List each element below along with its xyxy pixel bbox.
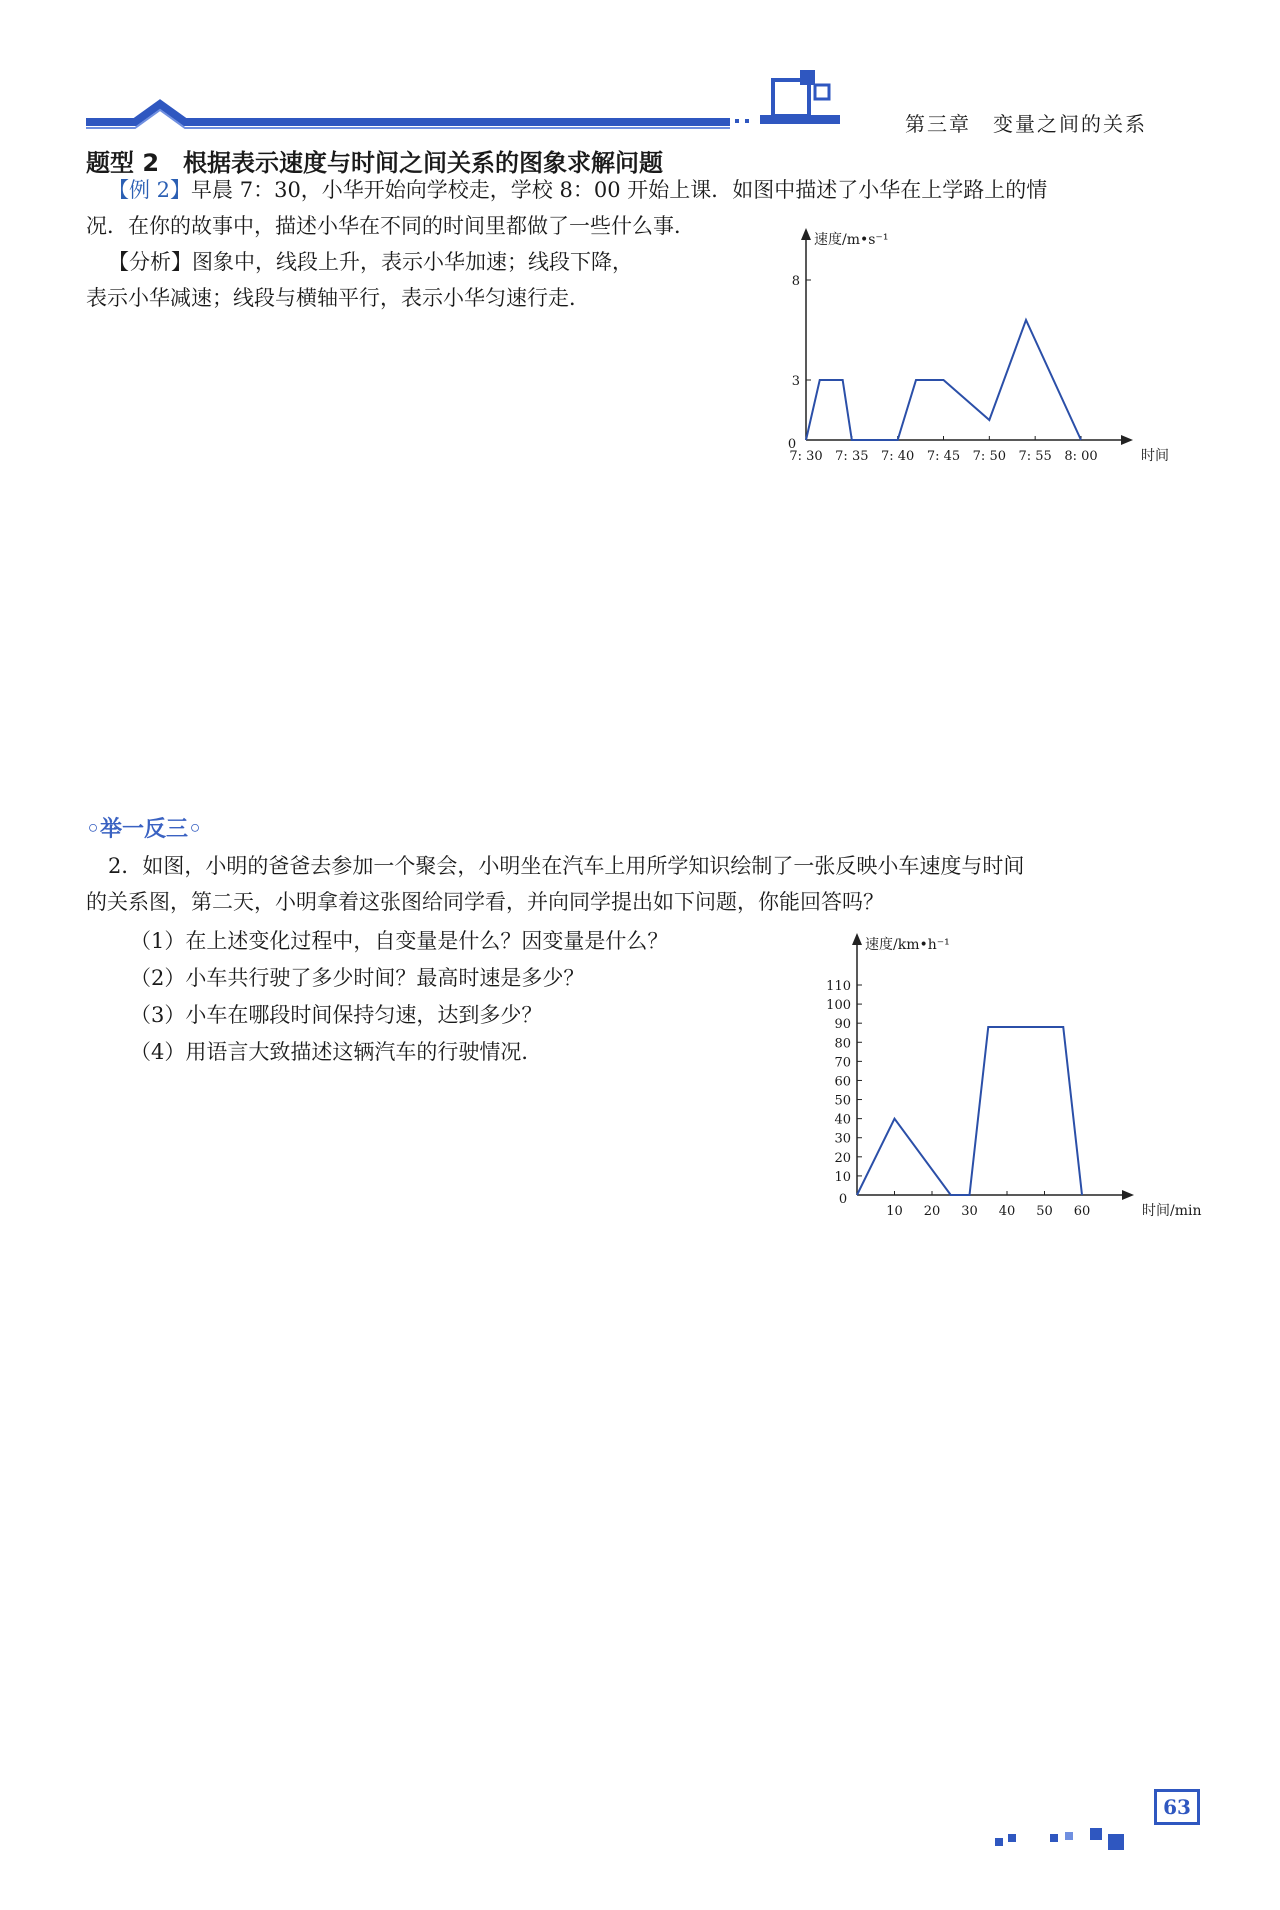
x-tick-label: 7: 50 <box>972 449 1006 464</box>
x-tick-label: 40 <box>998 1204 1016 1219</box>
footer-decoration <box>990 1820 1220 1860</box>
x-axis-arrow <box>1122 1190 1134 1200</box>
x-tick-label: 60 <box>1073 1204 1091 1219</box>
y-tick-label: 3 <box>791 374 800 389</box>
question-1: （1）在上述变化过程中，自变量是什么？因变量是什么？ <box>130 929 669 953</box>
question-3: （3）小车在哪段时间保持匀速，达到多少？ <box>130 1003 543 1027</box>
example-line1 <box>108 172 1047 208</box>
y-tick-label: 10 <box>834 1169 851 1185</box>
origin-label: 0 <box>838 1192 848 1207</box>
y-axis-label: 速度/km•h⁻¹ <box>865 937 950 953</box>
speed-line <box>857 1027 1082 1195</box>
speed-time-chart-1 <box>770 225 1169 475</box>
x-tick-label: 50 <box>1036 1204 1053 1219</box>
y-tick-label: 40 <box>834 1112 851 1128</box>
x-tick-label: 30 <box>961 1204 978 1219</box>
y-tick-label: 60 <box>834 1074 851 1090</box>
y-axis-arrow <box>852 933 862 945</box>
speed-time-chart-2 <box>815 937 1205 1235</box>
y-tick-label: 90 <box>834 1017 851 1033</box>
y-tick-label: 100 <box>826 998 851 1014</box>
question-2: （2）小车共行驶了多少时间？最高时速是多少？ <box>130 966 585 990</box>
y-tick-label: 8 <box>791 274 800 289</box>
analysis-line1 <box>108 244 633 280</box>
page-number: 63 <box>1154 1789 1200 1825</box>
x-tick-label: 7: 30 <box>789 449 823 464</box>
y-tick-label: 20 <box>834 1150 851 1166</box>
y-axis-arrow <box>801 228 811 240</box>
x-tick-label: 7: 55 <box>1018 449 1052 464</box>
example-text1: 早晨 7：30，小华开始向学校走，学校 8：00 开始上课．如图中描述了小华在上学路上的情 <box>191 178 1048 202</box>
question-4: （4）用语言大致描述这辆汽车的行驶情况． <box>130 1040 543 1064</box>
y-axis-label: 速度/m•s⁻¹ <box>814 232 889 248</box>
speed-line <box>806 320 1081 440</box>
x-tick-label: 7: 40 <box>881 449 915 464</box>
x-tick-label: 8: 00 <box>1064 449 1098 464</box>
y-tick-label: 110 <box>826 979 851 994</box>
section-title: 题型 2 根据表示速度与时间之间关系的图象求解问题 <box>86 149 664 177</box>
x-tick-label: 20 <box>923 1204 941 1219</box>
example-tag: 【例 2】 <box>108 178 192 202</box>
analysis-line2: 表示小华减速；线段与横轴平行，表示小华匀速行走． <box>86 286 590 310</box>
x-tick-label: 7: 45 <box>926 449 961 464</box>
y-tick-label: 80 <box>834 1036 851 1052</box>
x-axis-label: 时间 <box>1141 448 1169 464</box>
analysis-text1: 图象中，线段上升，表示小华加速；线段下降， <box>192 250 633 274</box>
practice-line2: 的关系图，第二天，小明拿着这张图给同学看，并向同学提出如下问题，你能回答吗？ <box>86 890 884 914</box>
y-tick-label: 30 <box>834 1131 851 1147</box>
x-axis-arrow <box>1121 435 1133 445</box>
y-tick-label: 50 <box>834 1093 851 1109</box>
practice-line1: 2．如图，小明的爸爸去参加一个聚会，小明坐在汽车上用所学知识绘制了一张反映小车速度与时间 <box>108 854 1025 878</box>
example-line2: 况．在你的故事中，描述小华在不同的时间里都做了一些什么事． <box>86 214 695 238</box>
chapter-title: 第三章 变量之间的关系 <box>905 112 1147 136</box>
y-tick-label: 70 <box>834 1055 851 1071</box>
x-axis-label: 时间/min <box>1142 1203 1202 1219</box>
x-tick-label: 10 <box>886 1204 903 1219</box>
analysis-tag: 【分析】 <box>108 250 192 274</box>
practice-label: ◦举一反三◦ <box>86 817 203 842</box>
x-tick-label: 7: 35 <box>835 449 869 464</box>
origin-label: 0 <box>787 437 797 452</box>
